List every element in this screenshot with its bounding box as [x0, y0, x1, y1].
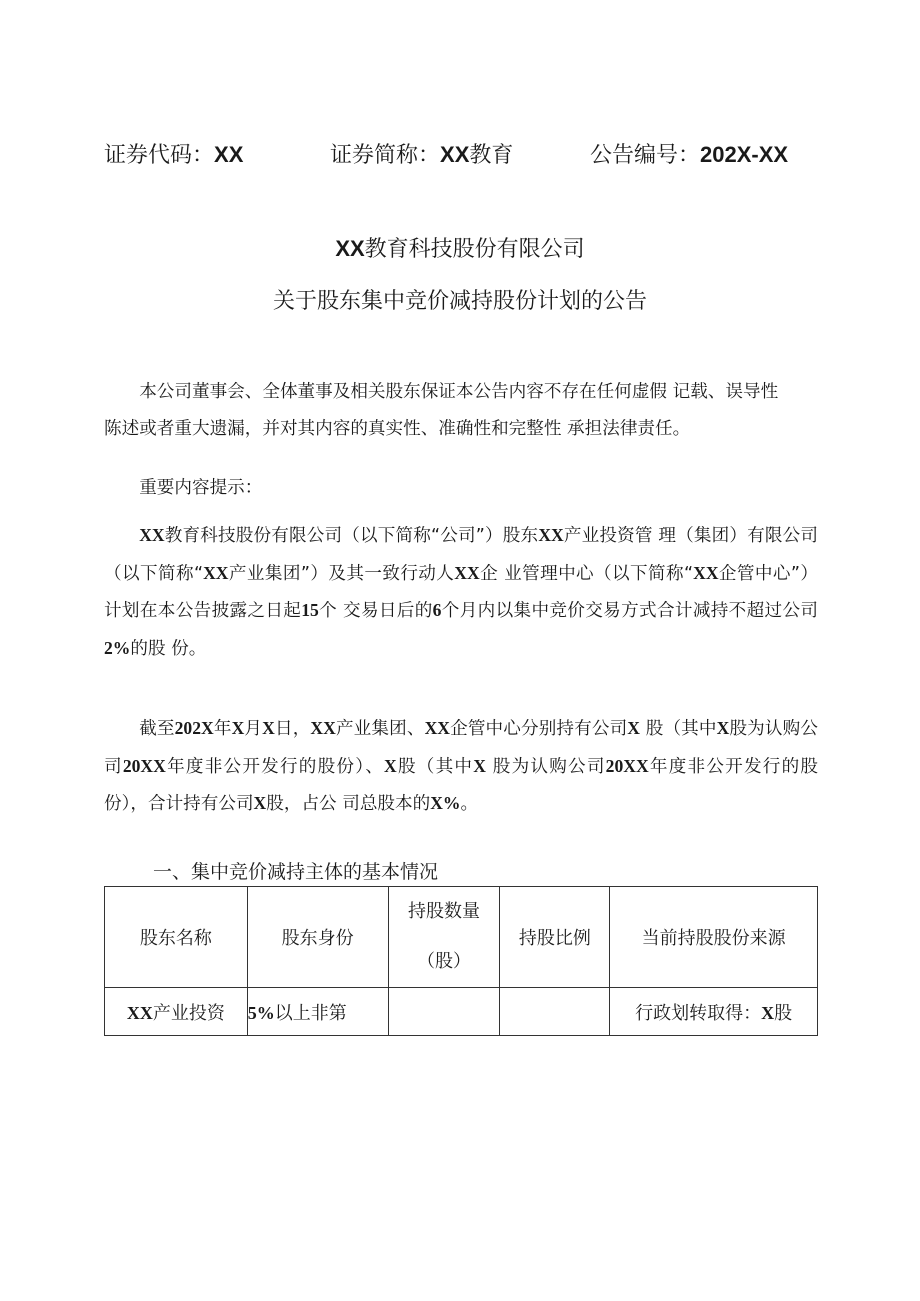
cell-shareholder-name	[105, 988, 248, 1036]
p2-text-4: 日，	[274, 719, 311, 739]
header-share-quantity-line1: 持股数量	[408, 901, 480, 922]
table-row	[105, 988, 818, 1036]
security-code-label: 证券代码：	[104, 143, 215, 168]
p2-issue-year-1: 20XX	[122, 755, 166, 776]
notice-number-label: 公告编号：	[590, 143, 701, 168]
p2-text-12: 年度非公开发行的股份），合计持有公司	[104, 756, 818, 814]
p1-text-1: 教育科技股份有限公司（以下简称“公司”）股东	[164, 526, 539, 546]
p1-text-3: 产业集团”）及其一致行动人	[228, 563, 455, 584]
p1-company-code: XX	[139, 525, 165, 545]
highlights-heading: 重要内容提示：	[139, 478, 263, 498]
security-abbr-suffix: 教育	[469, 143, 514, 168]
p1-months: 6	[432, 600, 442, 620]
p1-percent: 2%	[104, 637, 131, 658]
p2-issue-year-2: 20XX	[605, 755, 649, 776]
header-shareholder-name: 股东名称	[105, 887, 248, 988]
p2-text-10: 股（其中	[396, 756, 474, 777]
company-title-rest: 教育科技股份有限公司	[364, 237, 585, 262]
p2-text-6: 企管中心分别持有公司	[449, 719, 628, 739]
cell-name-rest: 产业投资	[152, 1002, 225, 1024]
p2-text-8: 股为认购公司	[104, 719, 818, 777]
p2-day: X	[262, 718, 275, 738]
cell-source-text: 行政划转取得：	[635, 1002, 762, 1024]
p2-text-9: 年度非公开发行的股份）、	[165, 756, 385, 777]
p2-shares-2: X	[716, 718, 730, 738]
announcement-title: 关于股东集中竞价减持股份计划的公告	[272, 289, 647, 314]
cell-source-suffix: 股	[774, 1002, 793, 1024]
company-title	[0, 232, 920, 263]
header-share-source: 当前持股股份来源	[610, 887, 818, 988]
cell-share-source	[610, 988, 818, 1036]
cell-identity-prefix: 5%	[247, 1002, 275, 1023]
cell-shareholder-identity	[247, 988, 388, 1036]
security-abbr	[330, 138, 513, 169]
p2-text-5: 产业集团、	[335, 719, 425, 739]
table-header-row	[105, 887, 818, 988]
p2-shares-4: X	[473, 755, 486, 776]
p1-text-6: 个 交易日后的	[318, 601, 433, 621]
p1-group-code: XX	[203, 562, 229, 583]
board-statement-line1: 本公司董事会、全体董事及相关股东保证本公告内容不存在任何虚假 记载、误导性	[139, 382, 779, 402]
cell-source-bold: X	[761, 1002, 775, 1023]
cell-share-ratio	[500, 988, 610, 1036]
company-title-prefix: XX	[335, 236, 365, 261]
board-statement	[104, 374, 818, 447]
p2-total-percent: X%	[430, 793, 461, 813]
p2-group-code: XX	[310, 718, 336, 738]
header-share-ratio: 持股比例	[500, 887, 610, 988]
security-abbr-value: XX	[440, 142, 470, 167]
security-abbr-label: 证券简称：	[330, 143, 441, 168]
p2-total-shares: X	[253, 793, 267, 813]
p1-days: 15	[301, 600, 319, 620]
cell-name-prefix: XX	[126, 1002, 153, 1023]
p1-partner-code: XX	[454, 562, 480, 583]
p1-text-2: 产业投资管 理（集团）有限公司（以下简称“	[104, 526, 818, 584]
p2-text-2: 年	[213, 719, 232, 739]
p2-text-3: 月	[244, 719, 263, 739]
p2-text-13: 股，占公 司总股本的	[266, 794, 431, 814]
p1-text-5: 企管中心”）计划在本公告披露之日起	[104, 563, 818, 621]
shareholder-table	[104, 886, 818, 1036]
holdings-paragraph	[104, 710, 818, 823]
cell-share-quantity	[388, 988, 500, 1036]
p2-shares-1: X	[627, 718, 641, 738]
p1-shareholder-code: XX	[538, 525, 564, 545]
security-code	[104, 138, 243, 169]
header-share-quantity-line2: （股）	[417, 951, 471, 972]
p1-text-4: 企 业管理中心（以下简称“	[479, 563, 694, 584]
header-shareholder-identity: 股东身份	[247, 887, 388, 988]
header-share-quantity	[388, 887, 500, 988]
section-heading: 一、集中竞价减持主体的基本情况	[153, 861, 439, 883]
p2-text-7: 股（其中	[640, 719, 717, 739]
notice-number	[590, 138, 788, 169]
p2-month: X	[231, 718, 245, 738]
p2-center-code: XX	[424, 718, 450, 738]
p2-text-1: 截至	[139, 719, 175, 739]
security-code-value: XX	[214, 142, 244, 167]
notice-number-value: 202X-XX	[700, 142, 789, 167]
p1-text-8: 的股 份。	[130, 638, 207, 659]
p1-center-code: XX	[693, 562, 719, 583]
p2-year: 202X	[174, 718, 214, 738]
cell-identity-rest: 以上非第	[274, 1002, 347, 1024]
reduction-plan-paragraph	[104, 517, 818, 667]
p2-text-14: 。	[460, 794, 479, 814]
p2-shares-3: X	[384, 755, 397, 776]
p2-text-11: 股为认购公司	[485, 756, 606, 777]
board-statement-line2: 陈述或者重大遗漏，并对其内容的真实性、准确性和完整性 承担法律责任。	[104, 418, 691, 439]
p1-text-7: 个月内以集中竞价交易方式合计减持不超过公司	[441, 601, 818, 621]
